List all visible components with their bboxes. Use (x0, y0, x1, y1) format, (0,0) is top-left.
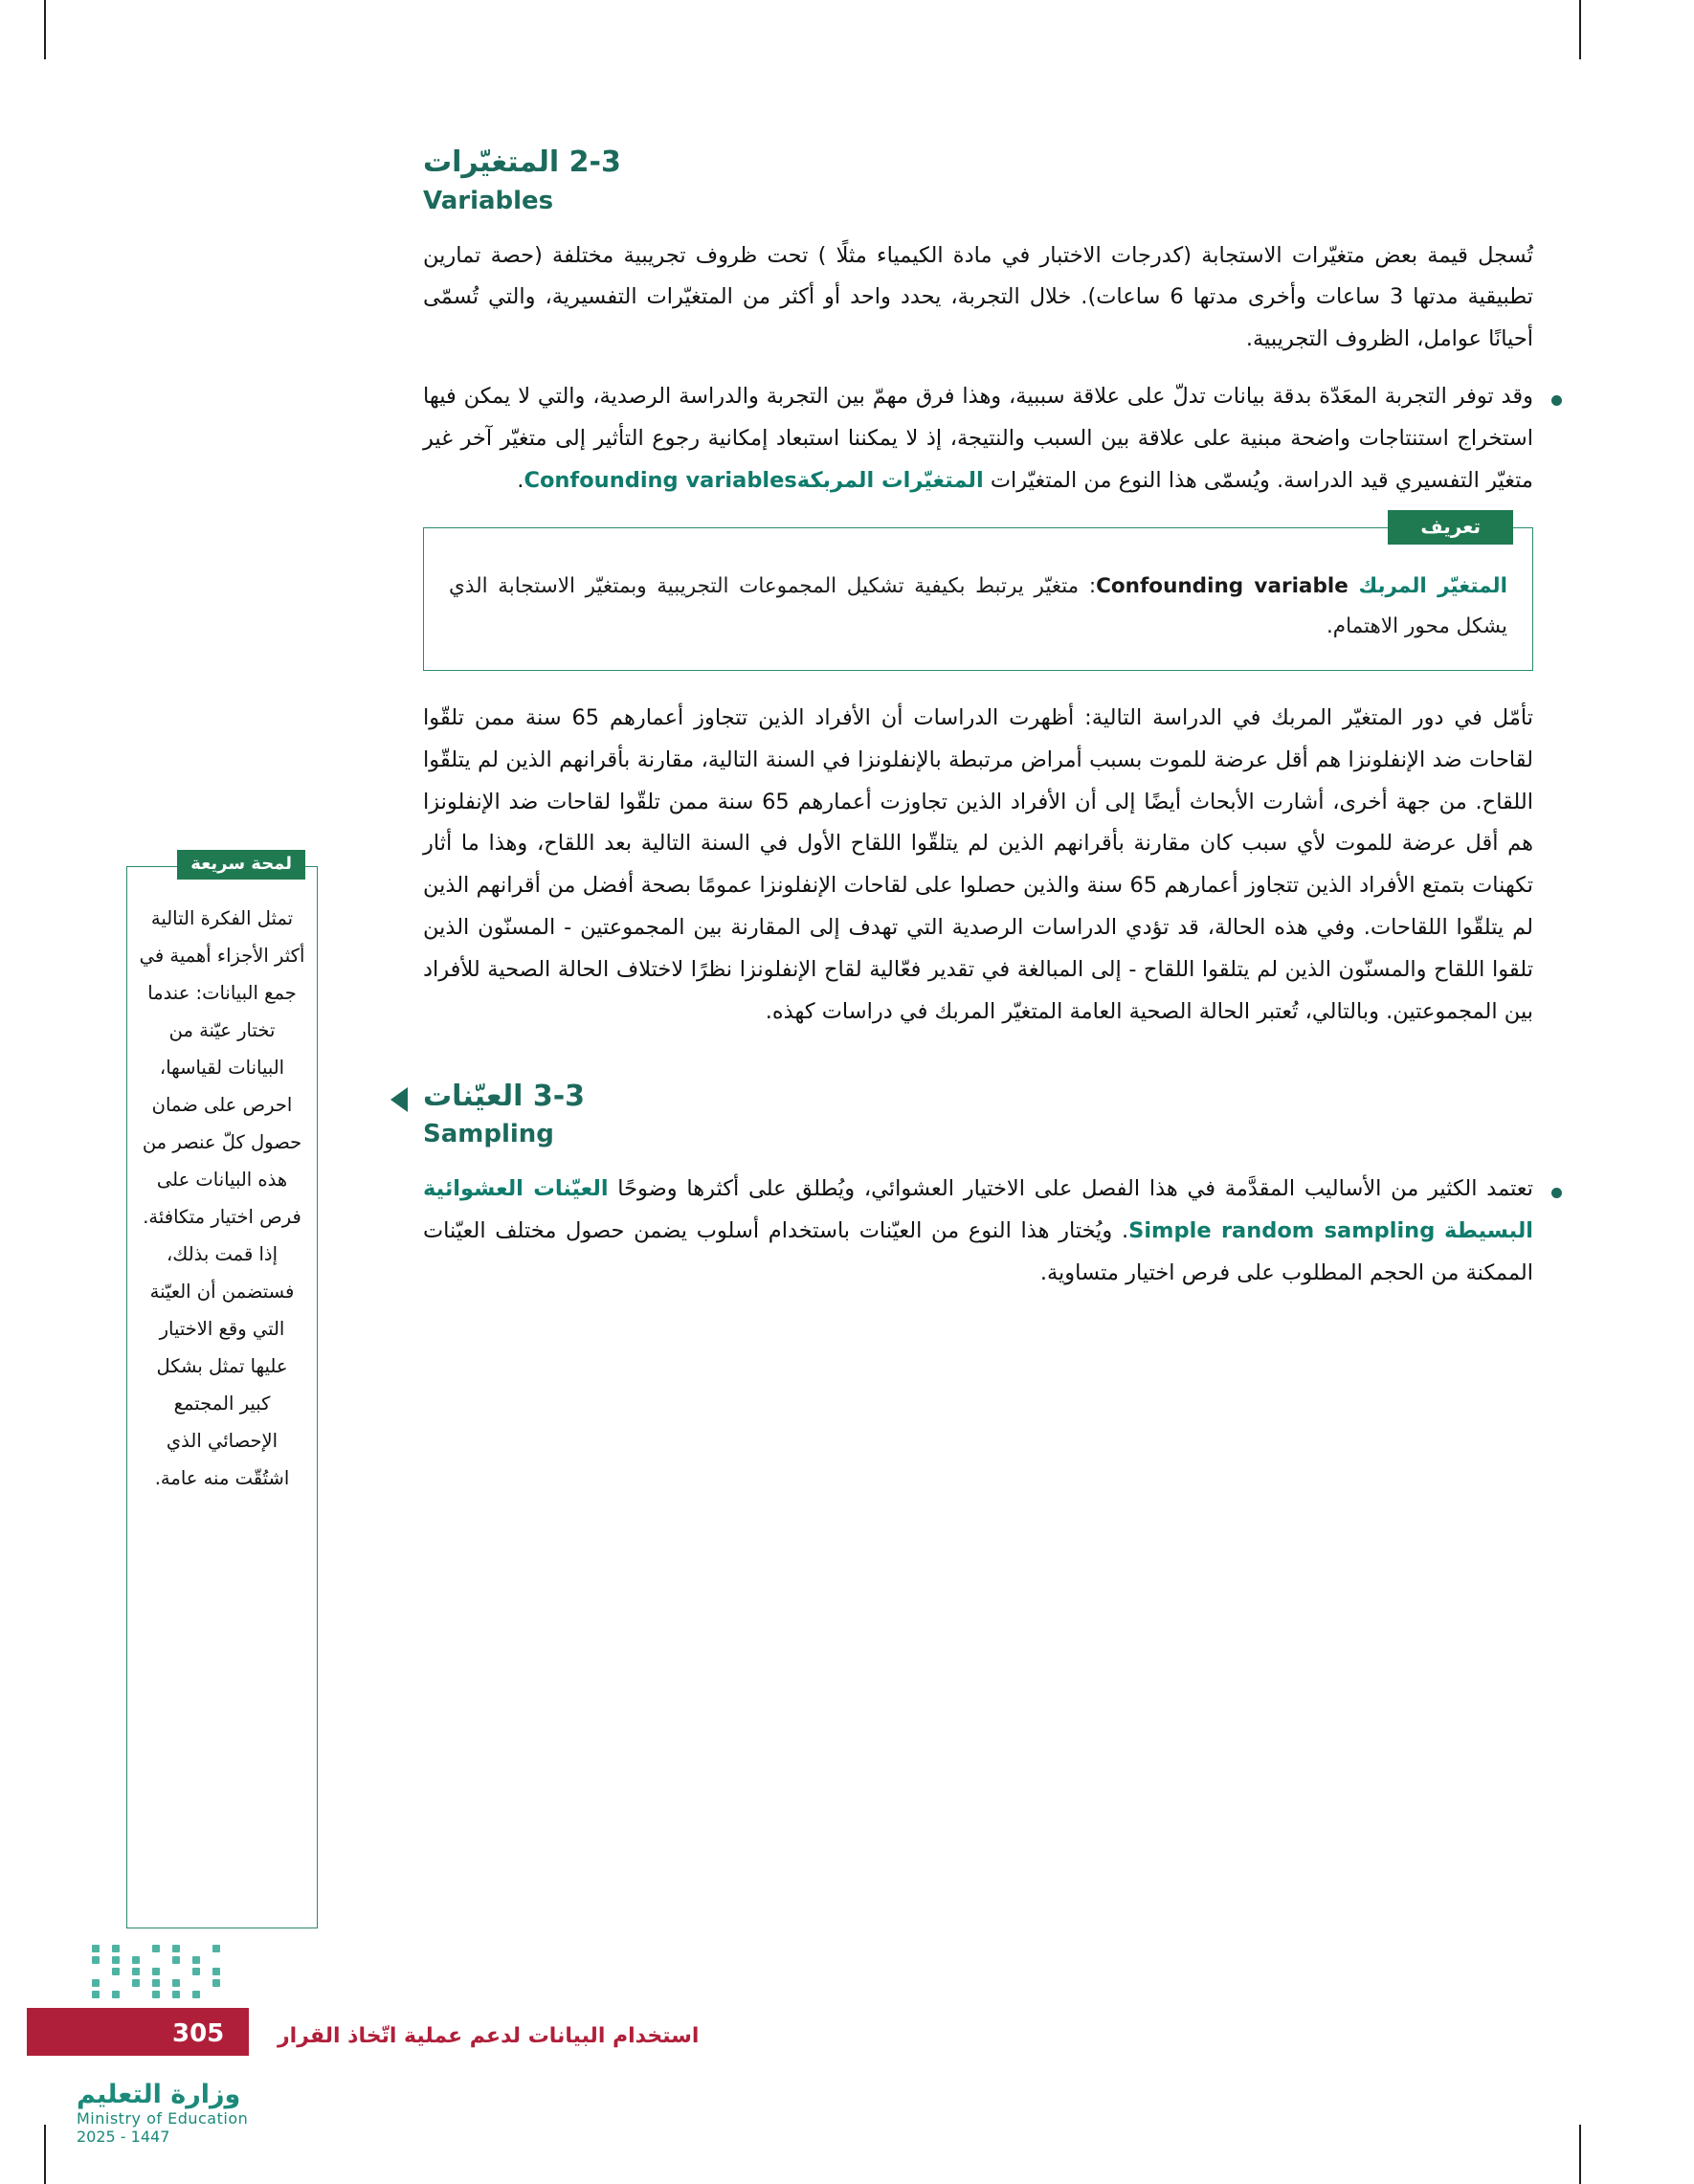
footer-chapter-title: استخدام البيانات لدعم عملية اتّخاذ القرار (278, 2024, 700, 2048)
quick-note-text: تمثل الفكرة التالية أكثر الأجزاء أهمية في جمع البيانات: عندما تختار عيّنة من البيانات لقياسها، احرص على ضمان حصول كلّ عنصر من هذه البيانات على فرص اختيار متكافئة. إذا قمت بذلك، فستضمن أن العيّنة التي وقع الاختيار عليها تمثل بشكل كبير المجتمع الإحصائي الذي اشتُقّت منه عامة. (139, 907, 305, 1489)
term-confounding-ar: المتغيّرات المربكة (796, 467, 984, 493)
decorative-dot (132, 1968, 140, 1975)
paragraph-sampling-part2: . ويُختار هذا النوع من العيّنات باستخدام أسلوب يضمن حصول مختلف العيّنات الممكنة من الحجم المطلوب على فرص اختيار متساوية. (423, 1218, 1533, 1285)
main-text-column (423, 144, 1533, 1295)
quick-note-box (126, 854, 318, 1928)
section-heading-sampling-english: Sampling (423, 1120, 554, 1149)
decorative-dot (92, 1991, 100, 1998)
decorative-dot (112, 1956, 120, 1964)
ministry-year: 2025 - 1447 (77, 2128, 170, 2146)
term-srs-ar: العيّنات العشوائية البسيطة (423, 1176, 1534, 1244)
decorative-dot (132, 1956, 140, 1964)
decorative-dot (192, 1991, 200, 1998)
decorative-dots (92, 1945, 237, 2002)
ministry-logo (77, 2080, 297, 2146)
triangle-marker-icon (390, 1087, 408, 1112)
definition-term-ar: المتغيّر المربك (1358, 573, 1507, 598)
definition-text (449, 567, 1507, 647)
paragraph-confounding-part1: وقد توفر التجربة المعَدّة بدقة بيانات تدلّ على علاقة سببية، وهذا فرق مهمّ بين التجربة والدراسة الرصدية، والتي لا يمكن فيها استخراج استنتاجات واضحة مبنية على علاقة بين السبب والنتيجة، إذ لا يمكننا استبعاد إمكانية رجوع التأثير إلى متغيّر آخر غير متغيّر التفسيري قيد الدراسة. ويُسمّى هذا النوع من المتغيّرات (423, 384, 1533, 493)
bullet-dot-icon (1551, 1188, 1562, 1198)
paragraph-confounding-part2: . (517, 467, 524, 493)
decorative-dot (92, 1956, 100, 1964)
decorative-dot (212, 1979, 220, 1987)
term-confounding-en: Confounding variables (524, 467, 797, 493)
decorative-dot (92, 1979, 100, 1987)
page-footer (0, 1973, 1694, 2184)
decorative-dot (152, 1979, 160, 1987)
section-heading-arabic: 2-3 المتغيّرات (423, 145, 621, 179)
ministry-name-arabic: وزارة التعليم (77, 2080, 241, 2109)
definition-term-en: Confounding variable (1096, 573, 1349, 598)
decorative-dot (152, 1968, 160, 1975)
decorative-dot (112, 1991, 120, 1998)
decorative-dot (172, 1956, 180, 1964)
section-heading-english: Variables (423, 186, 554, 215)
decorative-dot (192, 1956, 200, 1964)
quick-note-tag: لمحة سريعة (177, 850, 305, 880)
decorative-dot (172, 1991, 180, 1998)
paragraph-variables-intro: تُسجل قيمة بعض متغيّرات الاستجابة (كدرجات الاختبار في مادة الكيمياء مثلًا ) تحت ظروف تجريبية مختلفة (حصة تمارين تطبيقية مدتها 3 ساعات وأخرى مدتها 6 ساعات). خلال التجربة، يحدد واحد أو أكثر من المتغيّرات التفسيرية، والتي تُسمّى أحيانًا عوامل، الظروف التجريبية. (423, 242, 1533, 352)
page-number: 305 (172, 2019, 225, 2048)
decorative-dot (112, 1945, 120, 1952)
decorative-dot (152, 1991, 160, 1998)
bullet-dot-icon (1551, 395, 1562, 406)
ministry-name-english: Ministry of Education (77, 2109, 249, 2128)
section-heading-variables (423, 144, 1533, 220)
decorative-dot (212, 1945, 220, 1952)
decorative-dot (172, 1945, 180, 1952)
definition-box (423, 514, 1533, 671)
decorative-dot (212, 1968, 220, 1975)
paragraph-confounding (423, 376, 1533, 502)
decorative-dot (152, 1945, 160, 1952)
definition-body: : متغيّر يرتبط بكيفية تشكيل المجموعات التجريبية وبمتغيّر الاستجابة الذي يشكل محور الاهتمام. (449, 573, 1507, 638)
decorative-dot (92, 1945, 100, 1952)
section-heading-sampling-arabic: 3-3 العيّنات (423, 1079, 586, 1113)
decorative-dot (192, 1968, 200, 1975)
bullet-sampling (423, 1169, 1533, 1295)
paragraph-sampling (423, 1169, 1533, 1295)
decorative-dot (112, 1968, 120, 1975)
paragraph-confounding-example: تأمّل في دور المتغيّر المربك في الدراسة التالية: أظهرت الدراسات أن الأفراد الذين تتجاوز أعمارهم 65 سنة ممن تلقّوا لقاحات ضد الإنفلونزا هم أقل عرضة للموت بسبب أمراض مرتبطة بالإنفلونزا في السنة التالية، مقارنة بأقرانهم الذين لم يتلقّوا اللقاح. من جهة أخرى، أشارت الأبحاث أيضًا إلى أن الأفراد الذين تجاوزت أعمارهم 65 سنة ممن تلقّوا لقاحات ضد الإنفلونزا هم أقل عرضة للموت لأي سبب كان مقارنة بأقرانهم الذين لم يتلقّوا اللقاح الأول في السنة التالية بعد اللقاح، وهذا ما أثار تكهنات بتمتع الأفراد الذين تتجاوز أعمارهم 65 سنة والذين حصلوا على لقاحات الإنفلونزا عمومًا بصحة أفضل من أقرانهم الذين لم يتلقّوا اللقاحات. وفي هذه الحالة، قد تؤدي الدراسات الرصدية التي تهدف إلى المقارنة بين المجموعتين - المسنّون الذين تلقوا اللقاح والمسنّون الذين لم يتلقوا اللقاح - إلى المبالغة في تقدير فعّالية لقاح الإنفلونزا نظرًا لاختلاف الحالة الصحية للأفراد بين المجموعتين. وبالتالي، تُعتبر الحالة الصحية العامة المتغيّر المربك في دراسات كهذه. (423, 704, 1533, 1024)
bullet-confounding (423, 376, 1533, 502)
term-srs-en: Simple random sampling (1128, 1218, 1436, 1244)
decorative-dot (132, 1979, 140, 1987)
section-heading-sampling (423, 1078, 1533, 1154)
definition-tag: تعريف (1388, 510, 1513, 545)
paragraph-sampling-part1: تعتمد الكثير من الأساليب المقدَّمة في هذا الفصل على الاختيار العشوائي، ويُطلق على أكثرها وضوحًا (608, 1176, 1533, 1202)
decorative-dot (172, 1979, 180, 1987)
